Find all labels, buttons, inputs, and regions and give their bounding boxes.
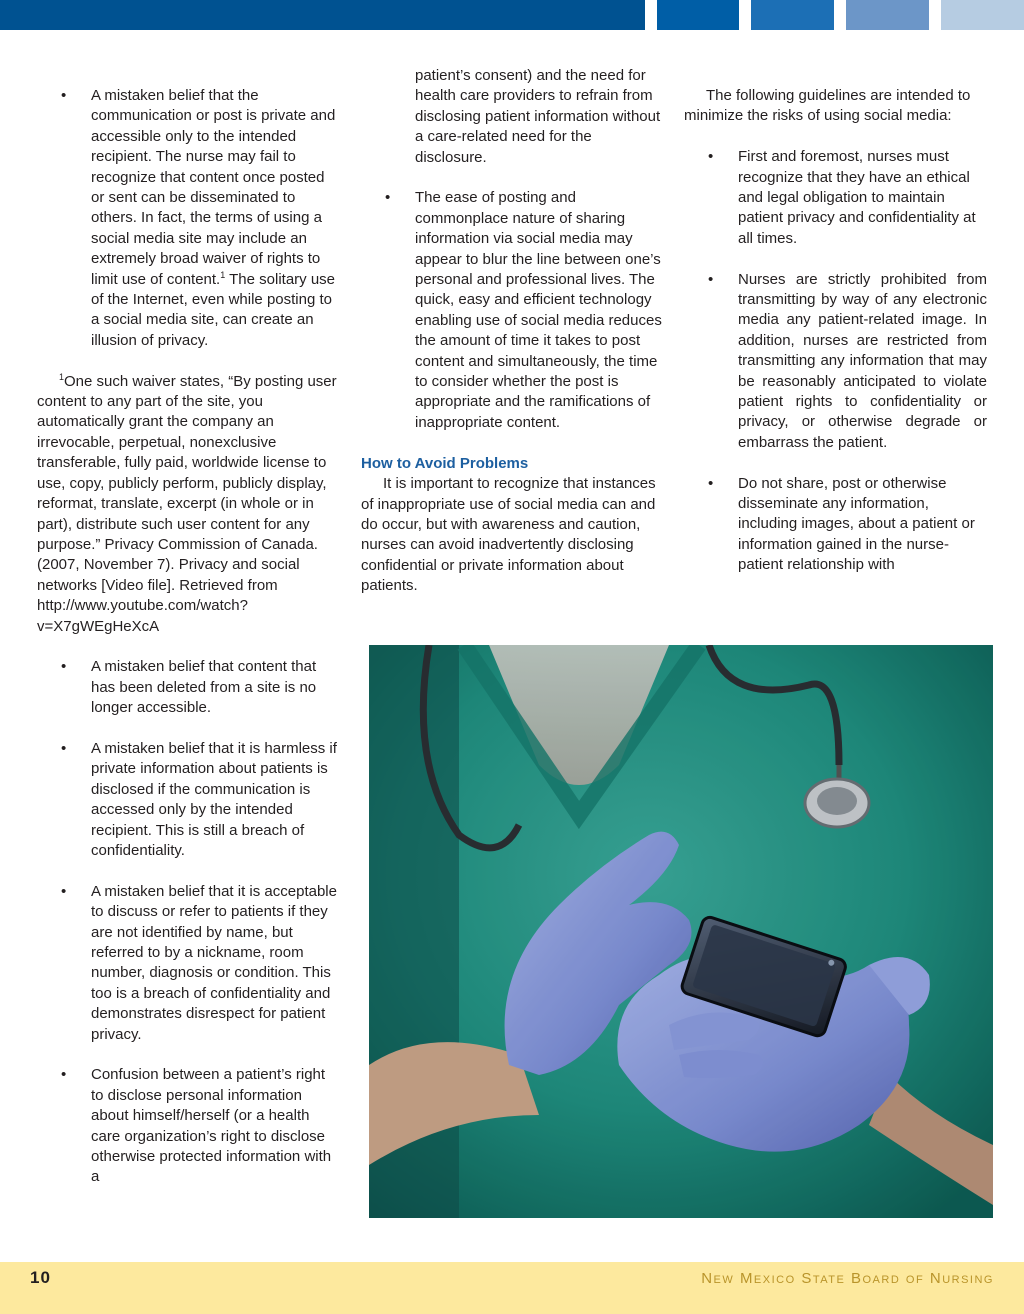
footnote-text: One such waiver states, “By posting user content to any part of the site, you automatically grant the company an irrevocable, perpetual, nonexclusive transferable, fully paid, worldwide license to use, copy, publicly perform, publicly display, reformat, translate, excerpt (in whole or in part), distribute such user content for any purpose.” Privacy Commission of Canada. (2007, November 7). Privacy and social networks [Video file]. Retrieved from http://www.youtube.com/watch?v=X7gWEgHeXcA (37, 372, 337, 635)
list-item (61, 739, 339, 861)
list-item-text: A mistaken belief that the communication or post is private and accessible only to the intended recipient. The nurse may fail to recognize that content once posted or sent can be disseminated to others. In fact, the terms of using a social media site may include an extremely broad waiver of rights to limit use of content. (91, 87, 336, 288)
top-banner (0, 0, 1024, 30)
list-item (61, 86, 339, 351)
list-item-text: A mistaken belief that it is harmless if private information about patients is disclosed if the communication is accessed only by the intended recipient. This is still a breach of confidentiality. (91, 739, 337, 859)
bullet-marker: • (61, 87, 67, 104)
list-item (708, 474, 987, 576)
list-item-text: A mistaken belief that content that has been deleted from a site is no longer accessible. (91, 658, 317, 717)
footnote-ref: 1 (220, 269, 226, 280)
bullet-marker: • (708, 474, 714, 492)
list-item (385, 188, 666, 433)
list-item-text-tail: The solitary use of the Internet, even while posting to a social media site, can create an illusion of privacy. (91, 270, 336, 349)
footnote-marker: 1 (59, 371, 65, 382)
photo-illustration (369, 645, 993, 1218)
list-item-text: Confusion between a patient’s right to disclose personal information about himself/herself (or a health care organization’s right to disclose otherwise protected information with a (91, 1066, 332, 1186)
paragraph: The following guidelines are intended to minimize the risks of using social media: (684, 87, 971, 125)
continued-list-text: patient’s consent) and the need for health care providers to refrain from disclosing patient information without a care-related need for the disclosure. (415, 67, 661, 166)
top-bar-main (0, 0, 645, 30)
bullet-marker: • (385, 189, 391, 207)
top-bar-block-1 (657, 0, 739, 30)
bullet-marker: • (61, 739, 67, 757)
column-middle (361, 66, 666, 597)
nurse-smartphone-photo (369, 645, 993, 1218)
page-number: 10 (30, 1268, 51, 1287)
top-bar-block-4 (941, 0, 1024, 30)
publication-name: New Mexico State Board of Nursing (701, 1270, 994, 1287)
bullet-marker: • (708, 270, 714, 288)
bullet-marker: • (61, 882, 67, 900)
section-heading: How to Avoid Problems (361, 454, 529, 472)
footnote (37, 372, 342, 637)
list-item-text: The ease of posting and commonplace nature of sharing information via social media may appear to blur the line between one’s personal and professional lives. The quick, easy and efficient technology enabling use of social media reduces the amount of time it takes to post content and simultaneously, the time to consider whether the post is appropriate and the ramifications of inappropriate content. (415, 189, 662, 431)
column-left (37, 86, 342, 1188)
bullet-marker: • (61, 658, 67, 676)
list-item-text: First and foremost, nurses must recognize that they have an ethical and legal obligation to maintain patient privacy and confidentiality at all times. (738, 148, 976, 247)
bullet-marker: • (61, 1066, 67, 1084)
list-item-text: Do not share, post or otherwise disseminate any information, including images, about a patient or information gained in the nurse-patient relationship with (738, 474, 975, 574)
column-right (684, 86, 987, 576)
list-item-text: A mistaken belief that it is acceptable to discuss or refer to patients if they are not identified by name, but referred to by a nickname, room number, diagnosis or condition. This too is a breach of confidentiality and demonstrates disrespect for patient privacy. (91, 882, 337, 1043)
top-bar-block-3 (846, 0, 929, 30)
list-item (708, 270, 987, 454)
list-item (708, 147, 987, 249)
list-item (61, 882, 339, 1045)
bullet-marker: • (708, 148, 714, 166)
list-item (61, 1065, 339, 1187)
top-bar-block-2 (751, 0, 834, 30)
list-item-text: Nurses are strictly prohibited from transmitting by way of any electronic media any patient-related image. In addition, nurses are restricted from transmitting any information that may be reasonably anticipated to violate patient rights to confidentiality or privacy, or otherwise degrade or embarrass the patient. (738, 270, 987, 451)
paragraph: It is important to recognize that instances of inappropriate use of social media can and do occur, but with awareness and caution, nurses can avoid inadvertently disclosing confidential or private information about patients. (361, 475, 656, 595)
list-item (61, 657, 339, 718)
